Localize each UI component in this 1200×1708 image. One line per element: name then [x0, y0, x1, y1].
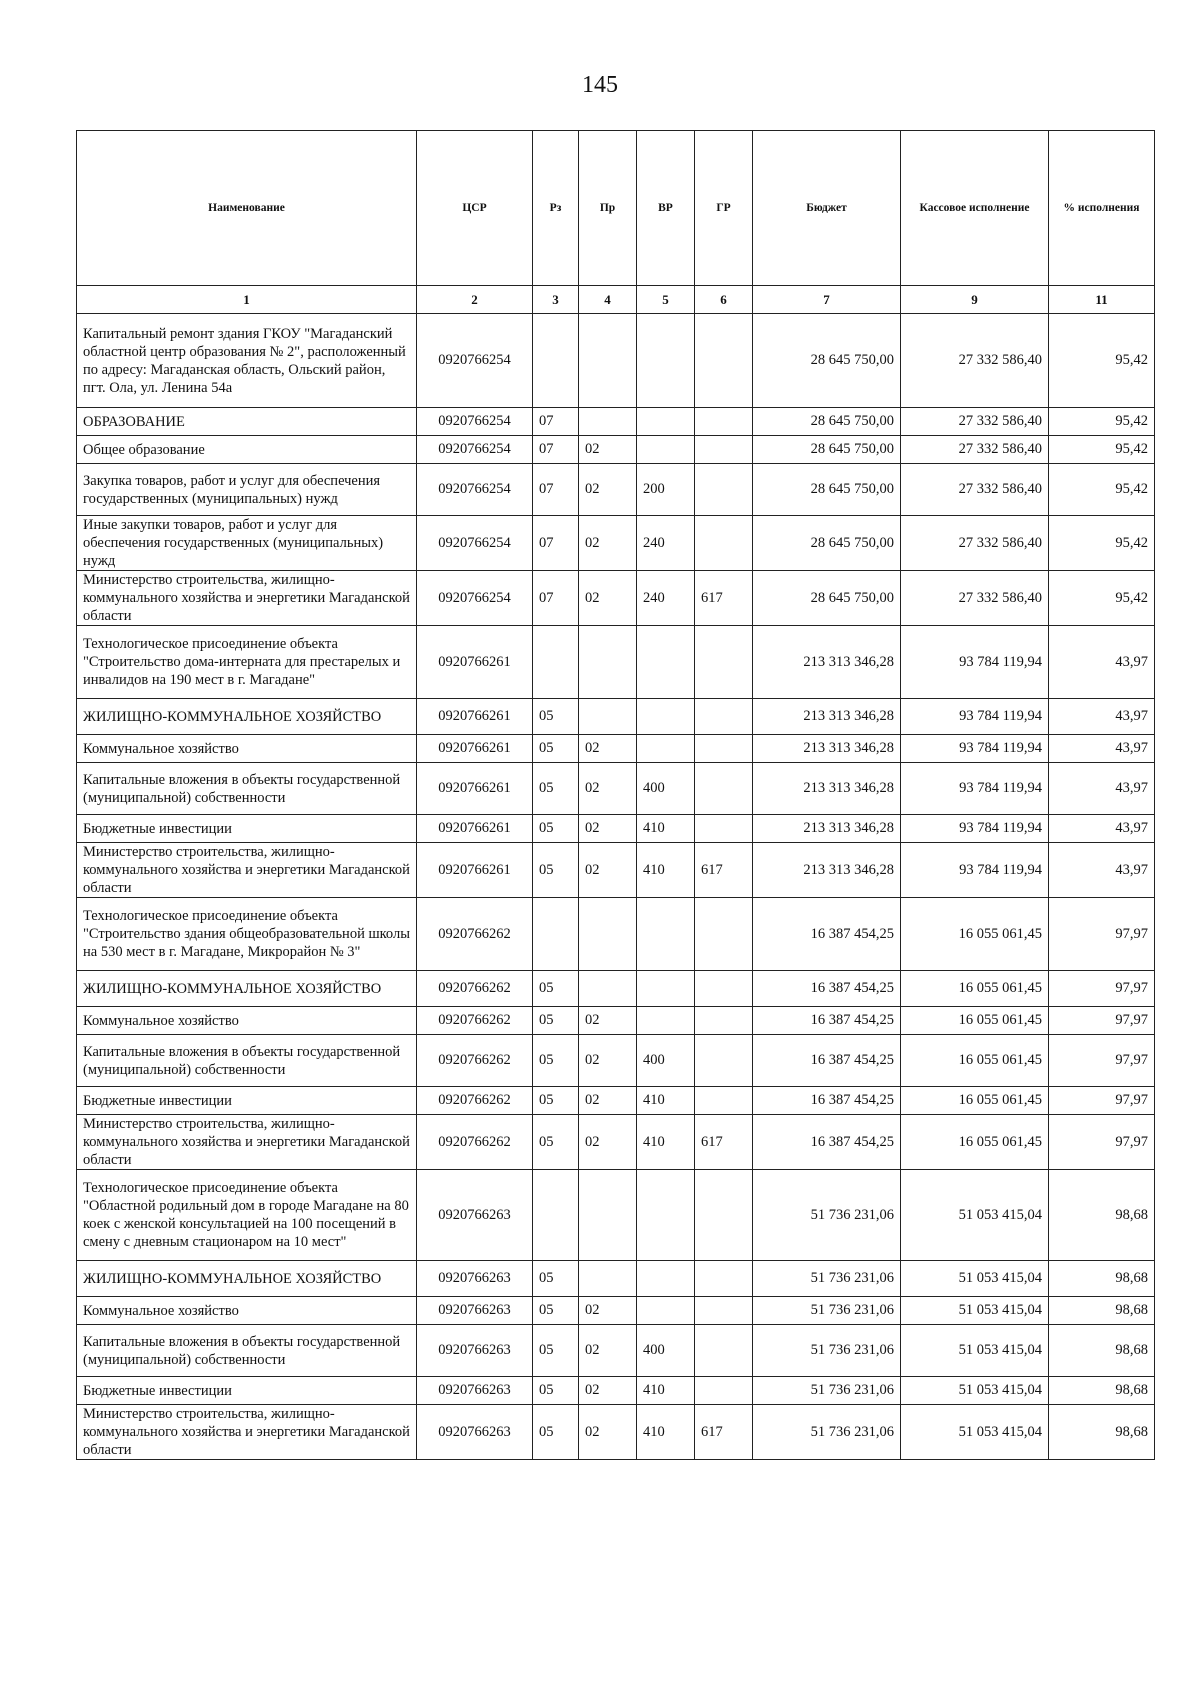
row-cash-cell: 27 332 586,40: [901, 516, 1049, 571]
row-csr-cell: 0920766254: [417, 516, 533, 571]
row-name-cell: Капитальный ремонт здания ГКОУ "Магаданский областной центр образования № 2", расположенный по адресу: Магаданская область, Ольский район, пгт. Ола, ул. Ленина 54а: [77, 314, 417, 408]
row-gr-cell: [695, 735, 753, 763]
row-cash-cell: 27 332 586,40: [901, 436, 1049, 464]
row-pr-cell: [579, 898, 637, 971]
row-pr-cell: 02: [579, 464, 637, 516]
table-row: [77, 436, 1155, 464]
row-vr-cell: 410: [637, 843, 695, 898]
row-budget-cell: 213 313 346,28: [753, 699, 901, 735]
row-budget-cell: 51 736 231,06: [753, 1377, 901, 1405]
row-rz-cell: 05: [533, 1007, 579, 1035]
row-gr-cell: [695, 971, 753, 1007]
row-name-cell: Министерство строительства, жилищно-коммунального хозяйства и энергетики Магаданской области: [77, 843, 417, 898]
row-pct-cell: 95,42: [1049, 571, 1155, 626]
row-name-cell: Капитальные вложения в объекты государственной (муниципальной) собственности: [77, 1325, 417, 1377]
row-csr-cell: 0920766262: [417, 971, 533, 1007]
row-budget-cell: 213 313 346,28: [753, 626, 901, 699]
row-name-cell: Коммунальное хозяйство: [77, 1007, 417, 1035]
row-name-cell: Иные закупки товаров, работ и услуг для обеспечения государственных (муниципальных) нужд: [77, 516, 417, 571]
table-row: [77, 1261, 1155, 1297]
column-number: 1: [77, 286, 417, 314]
row-name-cell: Капитальные вложения в объекты государственной (муниципальной) собственности: [77, 1035, 417, 1087]
row-csr-cell: 0920766261: [417, 626, 533, 699]
row-csr-cell: 0920766262: [417, 898, 533, 971]
row-pr-cell: 02: [579, 1377, 637, 1405]
table-body: [77, 314, 1155, 1460]
row-gr-cell: 617: [695, 571, 753, 626]
row-budget-cell: 16 387 454,25: [753, 898, 901, 971]
row-pct-cell: 43,97: [1049, 815, 1155, 843]
row-rz-cell: [533, 314, 579, 408]
row-rz-cell: 05: [533, 1377, 579, 1405]
row-budget-cell: 28 645 750,00: [753, 408, 901, 436]
row-csr-cell: 0920766262: [417, 1007, 533, 1035]
row-budget-cell: 16 387 454,25: [753, 1115, 901, 1170]
row-csr-cell: 0920766263: [417, 1297, 533, 1325]
header-csr: ЦСР: [417, 131, 533, 286]
row-name-cell: Технологическое присоединение объекта "Строительство дома-интерната для престарелых и инвалидов на 190 мест в г. Магадане": [77, 626, 417, 699]
row-rz-cell: 07: [533, 408, 579, 436]
row-budget-cell: 51 736 231,06: [753, 1325, 901, 1377]
row-name-cell: Капитальные вложения в объекты государственной (муниципальной) собственности: [77, 763, 417, 815]
row-csr-cell: 0920766254: [417, 571, 533, 626]
row-cash-cell: 93 784 119,94: [901, 699, 1049, 735]
row-rz-cell: 05: [533, 971, 579, 1007]
row-gr-cell: [695, 1007, 753, 1035]
row-gr-cell: [695, 815, 753, 843]
row-cash-cell: 16 055 061,45: [901, 1087, 1049, 1115]
row-budget-cell: 16 387 454,25: [753, 1007, 901, 1035]
row-budget-cell: 213 313 346,28: [753, 735, 901, 763]
row-vr-cell: [637, 699, 695, 735]
row-vr-cell: [637, 1261, 695, 1297]
table-row: [77, 314, 1155, 408]
row-pct-cell: 95,42: [1049, 516, 1155, 571]
row-pct-cell: 43,97: [1049, 699, 1155, 735]
row-pct-cell: 95,42: [1049, 436, 1155, 464]
row-csr-cell: 0920766263: [417, 1405, 533, 1460]
row-cash-cell: 93 784 119,94: [901, 843, 1049, 898]
column-number: 11: [1049, 286, 1155, 314]
row-pct-cell: 97,97: [1049, 1087, 1155, 1115]
row-cash-cell: 51 053 415,04: [901, 1261, 1049, 1297]
row-pr-cell: 02: [579, 815, 637, 843]
row-pr-cell: 02: [579, 1087, 637, 1115]
row-pr-cell: [579, 971, 637, 1007]
table-row: [77, 699, 1155, 735]
table-row: [77, 1405, 1155, 1460]
row-budget-cell: 213 313 346,28: [753, 763, 901, 815]
row-budget-cell: 16 387 454,25: [753, 1035, 901, 1087]
row-csr-cell: 0920766261: [417, 843, 533, 898]
table-row: [77, 516, 1155, 571]
row-gr-cell: [695, 1297, 753, 1325]
row-name-cell: ЖИЛИЩНО-КОММУНАЛЬНОЕ ХОЗЯЙСТВО: [77, 971, 417, 1007]
row-pct-cell: 97,97: [1049, 898, 1155, 971]
row-pct-cell: 98,68: [1049, 1297, 1155, 1325]
row-pct-cell: 97,97: [1049, 1115, 1155, 1170]
table-row: [77, 763, 1155, 815]
column-number: 3: [533, 286, 579, 314]
row-budget-cell: 51 736 231,06: [753, 1170, 901, 1261]
row-budget-cell: 28 645 750,00: [753, 314, 901, 408]
column-number: 2: [417, 286, 533, 314]
row-budget-cell: 213 313 346,28: [753, 843, 901, 898]
row-budget-cell: 51 736 231,06: [753, 1405, 901, 1460]
header-vr: ВР: [637, 131, 695, 286]
row-rz-cell: 05: [533, 1261, 579, 1297]
table-row: [77, 626, 1155, 699]
row-name-cell: ЖИЛИЩНО-КОММУНАЛЬНОЕ ХОЗЯЙСТВО: [77, 1261, 417, 1297]
row-name-cell: Закупка товаров, работ и услуг для обеспечения государственных (муниципальных) нужд: [77, 464, 417, 516]
row-gr-cell: [695, 516, 753, 571]
page-number: 145: [582, 72, 618, 98]
row-csr-cell: 0920766262: [417, 1087, 533, 1115]
row-pr-cell: 02: [579, 735, 637, 763]
row-pct-cell: 43,97: [1049, 843, 1155, 898]
header-cash: Кассовое исполнение: [901, 131, 1049, 286]
row-cash-cell: 51 053 415,04: [901, 1377, 1049, 1405]
row-gr-cell: [695, 699, 753, 735]
row-gr-cell: [695, 898, 753, 971]
row-pr-cell: 02: [579, 1325, 637, 1377]
row-name-cell: ЖИЛИЩНО-КОММУНАЛЬНОЕ ХОЗЯЙСТВО: [77, 699, 417, 735]
table-row: [77, 1007, 1155, 1035]
row-rz-cell: [533, 626, 579, 699]
row-rz-cell: 05: [533, 1297, 579, 1325]
row-budget-cell: 28 645 750,00: [753, 436, 901, 464]
row-vr-cell: 240: [637, 516, 695, 571]
row-vr-cell: 400: [637, 1035, 695, 1087]
row-gr-cell: [695, 626, 753, 699]
row-pct-cell: 95,42: [1049, 408, 1155, 436]
row-csr-cell: 0920766263: [417, 1377, 533, 1405]
row-gr-cell: [695, 464, 753, 516]
row-rz-cell: 05: [533, 1405, 579, 1460]
column-number: 7: [753, 286, 901, 314]
row-cash-cell: 93 784 119,94: [901, 815, 1049, 843]
table-row: [77, 571, 1155, 626]
row-pr-cell: [579, 1261, 637, 1297]
row-gr-cell: [695, 1035, 753, 1087]
row-name-cell: Министерство строительства, жилищно-коммунального хозяйства и энергетики Магаданской области: [77, 1405, 417, 1460]
column-number: 5: [637, 286, 695, 314]
row-pr-cell: 02: [579, 436, 637, 464]
row-cash-cell: 16 055 061,45: [901, 898, 1049, 971]
row-cash-cell: 16 055 061,45: [901, 1035, 1049, 1087]
row-name-cell: Министерство строительства, жилищно-коммунального хозяйства и энергетики Магаданской области: [77, 571, 417, 626]
row-pct-cell: 95,42: [1049, 314, 1155, 408]
row-cash-cell: 51 053 415,04: [901, 1297, 1049, 1325]
row-cash-cell: 27 332 586,40: [901, 314, 1049, 408]
table-row: [77, 1377, 1155, 1405]
row-gr-cell: [695, 408, 753, 436]
row-name-cell: Общее образование: [77, 436, 417, 464]
row-vr-cell: [637, 898, 695, 971]
row-pr-cell: 02: [579, 1035, 637, 1087]
row-gr-cell: [695, 1170, 753, 1261]
row-rz-cell: 05: [533, 763, 579, 815]
table-row: [77, 408, 1155, 436]
row-pct-cell: 97,97: [1049, 971, 1155, 1007]
row-csr-cell: 0920766254: [417, 436, 533, 464]
row-pr-cell: 02: [579, 516, 637, 571]
row-pr-cell: 02: [579, 763, 637, 815]
row-rz-cell: 05: [533, 1325, 579, 1377]
header-pr: Пр: [579, 131, 637, 286]
row-rz-cell: 05: [533, 1115, 579, 1170]
table-row: [77, 1325, 1155, 1377]
row-csr-cell: 0920766254: [417, 464, 533, 516]
row-cash-cell: 51 053 415,04: [901, 1325, 1049, 1377]
row-name-cell: Бюджетные инвестиции: [77, 1087, 417, 1115]
row-vr-cell: 410: [637, 815, 695, 843]
row-pr-cell: 02: [579, 571, 637, 626]
row-gr-cell: [695, 314, 753, 408]
table-row: [77, 735, 1155, 763]
row-vr-cell: [637, 735, 695, 763]
column-number-row: [77, 286, 1155, 314]
row-rz-cell: 07: [533, 516, 579, 571]
row-csr-cell: 0920766261: [417, 699, 533, 735]
row-vr-cell: [637, 408, 695, 436]
row-vr-cell: [637, 971, 695, 1007]
row-rz-cell: 05: [533, 815, 579, 843]
row-gr-cell: [695, 763, 753, 815]
row-pr-cell: [579, 408, 637, 436]
row-csr-cell: 0920766254: [417, 408, 533, 436]
row-budget-cell: 51 736 231,06: [753, 1297, 901, 1325]
row-gr-cell: 617: [695, 1115, 753, 1170]
row-pr-cell: [579, 626, 637, 699]
table-row: [77, 898, 1155, 971]
column-number: 4: [579, 286, 637, 314]
row-pct-cell: 43,97: [1049, 735, 1155, 763]
row-cash-cell: 16 055 061,45: [901, 971, 1049, 1007]
row-name-cell: Бюджетные инвестиции: [77, 1377, 417, 1405]
row-vr-cell: [637, 314, 695, 408]
row-budget-cell: 28 645 750,00: [753, 571, 901, 626]
row-budget-cell: 28 645 750,00: [753, 464, 901, 516]
row-csr-cell: 0920766263: [417, 1170, 533, 1261]
row-cash-cell: 27 332 586,40: [901, 408, 1049, 436]
row-csr-cell: 0920766262: [417, 1035, 533, 1087]
table-row: [77, 1170, 1155, 1261]
table-row: [77, 1297, 1155, 1325]
row-gr-cell: [695, 436, 753, 464]
row-rz-cell: 05: [533, 735, 579, 763]
row-rz-cell: 07: [533, 436, 579, 464]
row-cash-cell: 51 053 415,04: [901, 1170, 1049, 1261]
row-name-cell: Технологическое присоединение объекта "Строительство здания общеобразовательной школы на 530 мест в г. Магадане, Микрорайон № 3": [77, 898, 417, 971]
row-csr-cell: 0920766263: [417, 1325, 533, 1377]
row-csr-cell: 0920766261: [417, 763, 533, 815]
row-gr-cell: 617: [695, 843, 753, 898]
row-pct-cell: 98,68: [1049, 1405, 1155, 1460]
row-pr-cell: 02: [579, 1405, 637, 1460]
table-row: [77, 464, 1155, 516]
header-name: Наименование: [77, 131, 417, 286]
row-vr-cell: 400: [637, 763, 695, 815]
row-vr-cell: 410: [637, 1377, 695, 1405]
row-name-cell: Бюджетные инвестиции: [77, 815, 417, 843]
row-pct-cell: 98,68: [1049, 1325, 1155, 1377]
row-vr-cell: 410: [637, 1405, 695, 1460]
row-budget-cell: 51 736 231,06: [753, 1261, 901, 1297]
header-row: [77, 131, 1155, 286]
row-budget-cell: 16 387 454,25: [753, 971, 901, 1007]
table-row: [77, 1035, 1155, 1087]
row-cash-cell: 51 053 415,04: [901, 1405, 1049, 1460]
table-row: [77, 843, 1155, 898]
row-pr-cell: [579, 1170, 637, 1261]
row-gr-cell: 617: [695, 1405, 753, 1460]
row-gr-cell: [695, 1325, 753, 1377]
row-pr-cell: 02: [579, 1007, 637, 1035]
row-vr-cell: [637, 1170, 695, 1261]
row-csr-cell: 0920766263: [417, 1261, 533, 1297]
row-rz-cell: 05: [533, 843, 579, 898]
row-vr-cell: [637, 1007, 695, 1035]
row-cash-cell: 93 784 119,94: [901, 763, 1049, 815]
table-row: [77, 1087, 1155, 1115]
row-name-cell: Коммунальное хозяйство: [77, 735, 417, 763]
row-cash-cell: 16 055 061,45: [901, 1007, 1049, 1035]
column-number: 9: [901, 286, 1049, 314]
row-rz-cell: 07: [533, 464, 579, 516]
row-cash-cell: 93 784 119,94: [901, 626, 1049, 699]
row-vr-cell: 400: [637, 1325, 695, 1377]
row-pct-cell: 98,68: [1049, 1170, 1155, 1261]
row-vr-cell: [637, 436, 695, 464]
column-number: 6: [695, 286, 753, 314]
header-budget: Бюджет: [753, 131, 901, 286]
row-vr-cell: 240: [637, 571, 695, 626]
budget-execution-table: [76, 130, 1155, 1460]
header-gr: ГР: [695, 131, 753, 286]
table-row: [77, 815, 1155, 843]
row-cash-cell: 93 784 119,94: [901, 735, 1049, 763]
row-csr-cell: 0920766261: [417, 815, 533, 843]
row-pr-cell: [579, 314, 637, 408]
row-pct-cell: 43,97: [1049, 763, 1155, 815]
row-pr-cell: 02: [579, 1115, 637, 1170]
row-name-cell: Коммунальное хозяйство: [77, 1297, 417, 1325]
row-rz-cell: 05: [533, 1087, 579, 1115]
row-budget-cell: 213 313 346,28: [753, 815, 901, 843]
row-gr-cell: [695, 1261, 753, 1297]
row-pct-cell: 97,97: [1049, 1007, 1155, 1035]
row-name-cell: ОБРАЗОВАНИЕ: [77, 408, 417, 436]
row-csr-cell: 0920766262: [417, 1115, 533, 1170]
row-cash-cell: 27 332 586,40: [901, 571, 1049, 626]
table-row: [77, 971, 1155, 1007]
row-budget-cell: 28 645 750,00: [753, 516, 901, 571]
row-name-cell: Технологическое присоединение объекта "Областной родильный дом в городе Магадане на 80 коек с женской консультацией на 100 посещений в смену с дневным стационаром на 10 мест": [77, 1170, 417, 1261]
row-vr-cell: 410: [637, 1087, 695, 1115]
row-csr-cell: 0920766254: [417, 314, 533, 408]
row-vr-cell: 200: [637, 464, 695, 516]
row-pct-cell: 43,97: [1049, 626, 1155, 699]
row-pct-cell: 97,97: [1049, 1035, 1155, 1087]
row-name-cell: Министерство строительства, жилищно-коммунального хозяйства и энергетики Магаданской области: [77, 1115, 417, 1170]
row-rz-cell: [533, 1170, 579, 1261]
row-rz-cell: [533, 898, 579, 971]
row-cash-cell: 16 055 061,45: [901, 1115, 1049, 1170]
row-vr-cell: [637, 1297, 695, 1325]
header-pct: % исполнения: [1049, 131, 1155, 286]
row-pct-cell: 98,68: [1049, 1261, 1155, 1297]
table-row: [77, 1115, 1155, 1170]
row-pct-cell: 95,42: [1049, 464, 1155, 516]
row-gr-cell: [695, 1087, 753, 1115]
row-rz-cell: 05: [533, 1035, 579, 1087]
row-vr-cell: 410: [637, 1115, 695, 1170]
header-rz: Рз: [533, 131, 579, 286]
row-pct-cell: 98,68: [1049, 1377, 1155, 1405]
row-gr-cell: [695, 1377, 753, 1405]
row-vr-cell: [637, 626, 695, 699]
row-rz-cell: 05: [533, 699, 579, 735]
row-pr-cell: 02: [579, 1297, 637, 1325]
row-pr-cell: [579, 699, 637, 735]
row-csr-cell: 0920766261: [417, 735, 533, 763]
row-rz-cell: 07: [533, 571, 579, 626]
row-cash-cell: 27 332 586,40: [901, 464, 1049, 516]
row-pr-cell: 02: [579, 843, 637, 898]
row-budget-cell: 16 387 454,25: [753, 1087, 901, 1115]
